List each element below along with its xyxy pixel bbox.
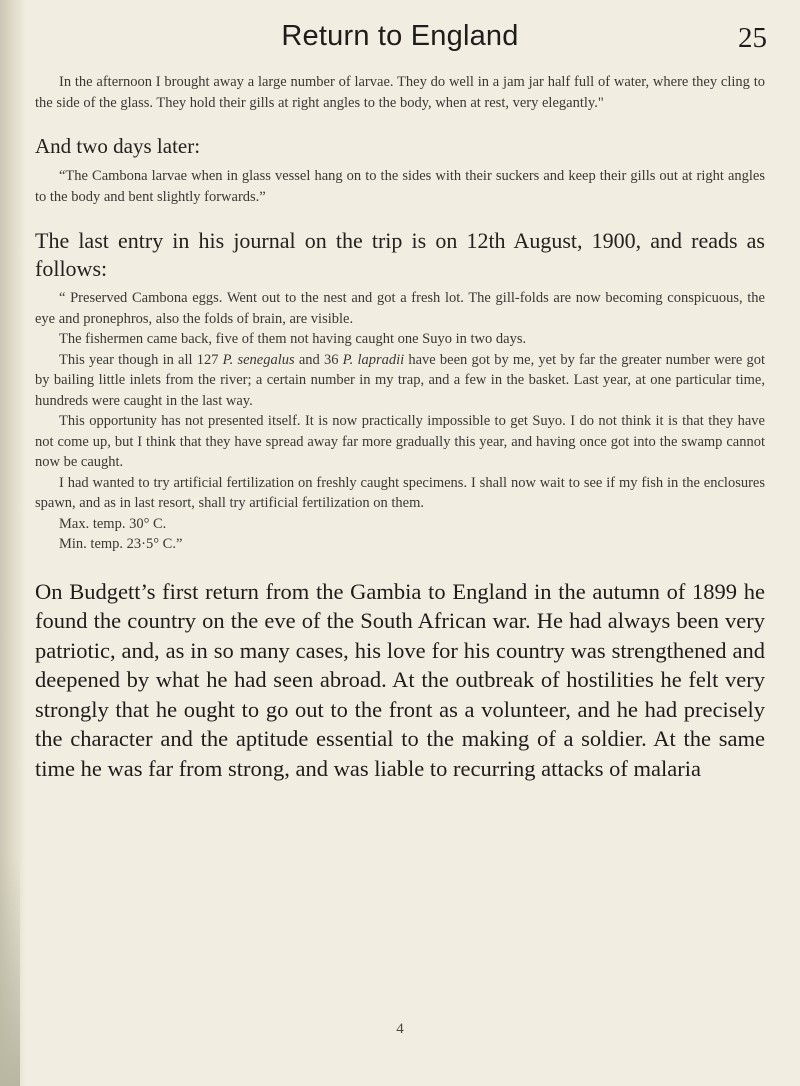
min-temperature: Min. temp. 23·5° C.” <box>59 536 183 552</box>
running-head: Return to England <box>281 20 519 52</box>
journal-text: have been got by me, yet by far the greater number were got by bailing little inlets from the river; a certain number in my trap, and a few in the basket. Last year, at one particular time, hundreds were caught in the last way. <box>35 351 765 409</box>
journal-paragraph: I had wanted to try artificial fertilization on freshly caught specimens. I shall now wait to see if my fish in the enclosures spawn, and as in last resort, shall try artificial fertilization on them. <box>35 474 765 511</box>
lead-last-journal-entry: The last entry in his journal on the trip is on 12th August, 1900, and reads as follows: <box>35 228 765 281</box>
journal-text: This year though in all 127 <box>59 351 223 368</box>
folio-number: 4 <box>396 1021 404 1037</box>
quote-larvae-afternoon <box>35 72 765 113</box>
journal-entry <box>35 288 765 555</box>
narrative-paragraph: On Budgett’s first return from the Gambia to England in the autumn of 1899 he found the country on the eve of the South African war. He had always been very patriotic, and, as in so many cases, his love for his country was strengthened and deepened by what he had seen abroad. At the outbreak of hostilities he felt very strongly that he ought to go out to the front as a volunteer, and he had precisely the character and the aptitude essential to the making of a soldier. At the same time he was far from strong, and was liable to recurring attacks of malaria <box>35 578 765 781</box>
species-name: P. senegalus <box>222 351 295 368</box>
journal-paragraph: The fishermen came back, five of them not having caught one Suyo in two days. <box>59 331 527 347</box>
max-temperature: Max. temp. 30° C. <box>59 515 167 532</box>
species-name: P. lapradii <box>342 351 405 368</box>
page-header <box>0 20 800 60</box>
journal-paragraph: “ Preserved Cambona eggs. Went out to the nest and got a fresh lot. The gill-folds are now becoming conspicuous, the eye and pronephros, also the folds of brain, are visible. <box>35 290 765 327</box>
quote-paragraph: In the afternoon I brought away a large number of larvae. They do well in a jam jar half full of water, where they cling to the side of the glass. They hold their gills at right angles to the body, when at rest, very elegantly." <box>35 74 765 111</box>
quote-cambona-larvae <box>35 166 765 207</box>
page-number: 25 <box>738 22 767 54</box>
journal-paragraph <box>35 350 765 412</box>
journal-text: and 36 <box>294 351 343 368</box>
page-body <box>35 72 765 783</box>
quote-paragraph: “The Cambona larvae when in glass vessel hang on to the sides with their suckers and keep their gills out at right angles to the body and bent slightly forwards.” <box>35 168 765 205</box>
lead-two-days-later: And two days later: <box>35 134 201 158</box>
journal-paragraph: This opportunity has not presented itself. It is now practically impossible to get Suyo. I do not think it is that they have not come up, but I think that they have spread away far more gradually this year, and having once got into the swamp cannot now be caught. <box>35 413 765 470</box>
page-edge-stain <box>0 856 20 1086</box>
